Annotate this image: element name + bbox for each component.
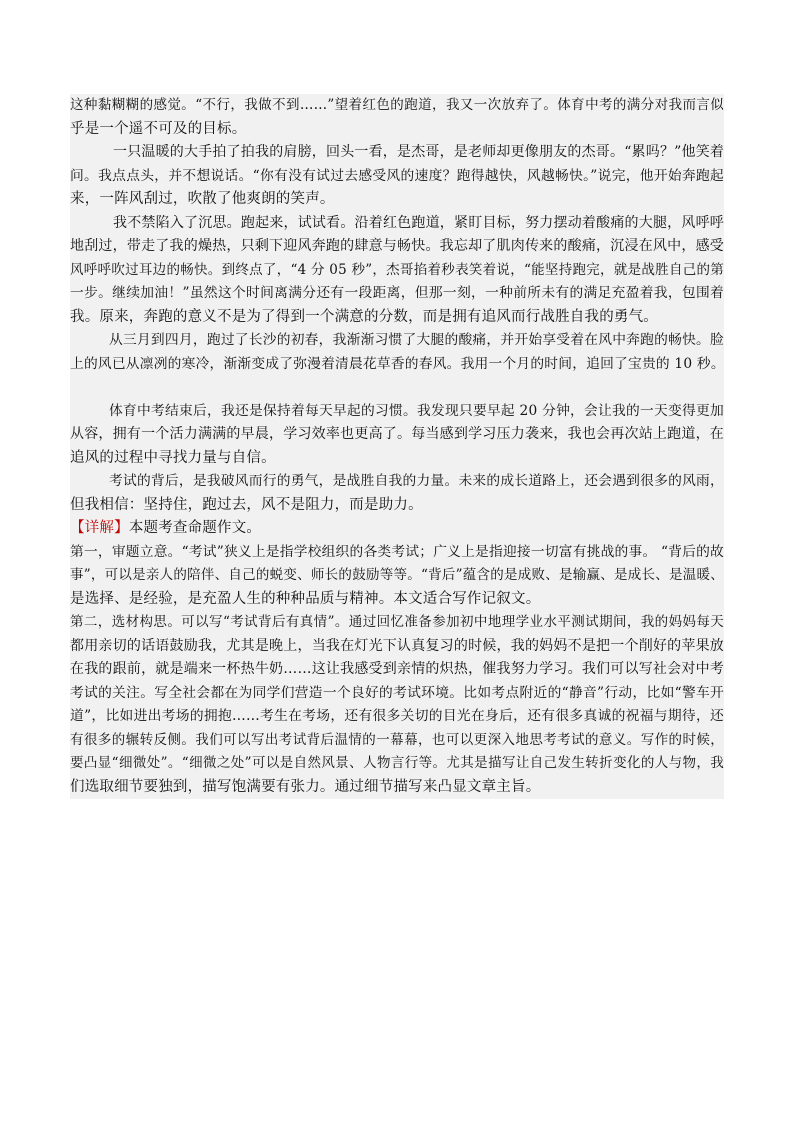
text-line: 要凸显“细微处”。“细微之处”可以是自然风景、人物言行等。尤其是描写让自己发生转折变化的人与物，我: [70, 752, 724, 776]
text-line: 一步。继续加油！”虽然这个时间离满分还有一段距离，但那一刻，一种前所未有的满足充盈着我，包围着: [70, 282, 724, 306]
text-line: 风呼呼吹过耳边的畅快。到终点了，“4 分 05 秒”，杰哥掐着秒表笑着说，“能坚持跑完，就是战胜自己的第: [70, 259, 724, 283]
text-line: 一只温暖的大手拍了拍我的肩膀，回头一看，是杰哥，是老师却更像朋友的杰哥。“累吗？”他笑着: [70, 141, 724, 165]
text-line: 考试的关注。写全社会都在为同学们营造一个良好的考试环境。比如考点附近的“静音”行动，比如“警车开: [70, 682, 724, 706]
text-line: 上的风已从凛冽的寒冷，渐渐变成了弥漫着清晨花草香的春风。我用一个月的时间，追回了宝贵的 10 秒。: [70, 353, 724, 377]
text-line: 我。原来，奔跑的意义不是为了得到一个满意的分数，而是拥有追风而行战胜自我的勇气。: [70, 306, 724, 330]
text-line: 事”，可以是亲人的陪伴、自己的蜕变、师长的鼓励等等。“背后”蕴含的是成败、是输赢、是成长、是温暖、: [70, 564, 724, 588]
analysis-section-2: [70, 611, 724, 799]
text-line: 追风的过程中寻找力量与自信。: [70, 447, 724, 471]
text-line: 们选取细节要独到，描写饱满要有张力。通过细节描写来凸显文章主旨。: [70, 776, 724, 800]
essay-paragraph-4: [70, 329, 724, 376]
text-line: 从容，拥有一个活力满满的早晨，学习效率也更高了。每当感到学习压力袭来，我也会再次站上跑道，在: [70, 423, 724, 447]
essay-paragraph-3: [70, 212, 724, 330]
text-line: 乎是一个遥不可及的目标。: [70, 118, 724, 142]
analysis-heading: [70, 517, 724, 541]
text-line: 来，一阵风刮过，吹散了他爽朗的笑声。: [70, 188, 724, 212]
text-line: 第一，审题立意。“考试”狭义上是指学校组织的各类考试；广义上是指迎接一切富有挑战的事。 “背后的故: [70, 541, 724, 565]
text-line: 但我相信：坚持住，跑过去，风不是阻力，而是助力。: [70, 494, 724, 518]
essay-paragraph-5: [70, 400, 724, 471]
text-line: 道”，比如进出考场的拥抱……考生在考场，还有很多关切的目光在身后，还有很多真诚的祝福与期待，还: [70, 705, 724, 729]
text-line: 是选择、是经验，是充盈人生的种种品质与精神。本文适合写作记叙文。: [70, 588, 724, 612]
text-line: 有很多的辗转反侧。我们可以写出考试背后温情的一幕幕，也可以更深入地思考考试的意义。写作的时候，: [70, 729, 724, 753]
analysis-section-1: [70, 541, 724, 612]
document-body: [70, 94, 724, 799]
essay-paragraph-1: [70, 94, 724, 141]
blank-line: [70, 376, 724, 400]
text-line: 都用亲切的话语鼓励我，尤其是晚上，当我在灯光下认真复习的时候，我的妈妈不是把一个削好的苹果放: [70, 635, 724, 659]
text-line: 考试的背后，是我破风而行的勇气，是战胜自我的力量。未来的成长道路上，还会遇到很多的风雨，: [70, 470, 724, 494]
text-line: 第二，选材构思。可以写“考试背后有真情”。通过回忆准备参加初中地理学业水平测试期间，我的妈妈每天: [70, 611, 724, 635]
analysis-label: 【详解】: [70, 520, 129, 536]
text-line: 我不禁陷入了沉思。跑起来，试试看。沿着红色跑道，紧盯目标，努力摆动着酸痛的大腿，风呼呼: [70, 212, 724, 236]
analysis-intro: 本题考查命题作文。: [128, 520, 262, 536]
text-line: 这种黏糊糊的感觉。“不行，我做不到……”望着红色的跑道，我又一次放弃了。体育中考的满分对我而言似: [70, 94, 724, 118]
text-line: 在我的跟前，就是端来一杯热牛奶……这让我感受到亲情的炽热，催我努力学习。我们可以写社会对中考: [70, 658, 724, 682]
essay-paragraph-6: [70, 470, 724, 517]
text-line: 问。我点点头，并不想说话。“你有没有试过去感受风的速度？跑得越快，风越畅快。”说完，他开始奔跑起: [70, 165, 724, 189]
text-line: 地刮过，带走了我的燥热，只剩下迎风奔跑的肆意与畅快。我忘却了肌肉传来的酸痛，沉浸在风中，感受: [70, 235, 724, 259]
essay-paragraph-2: [70, 141, 724, 212]
text-line: 从三月到四月，跑过了长沙的初春，我渐渐习惯了大腿的酸痛，并开始享受着在风中奔跑的畅快。脸: [70, 329, 724, 353]
text-line: 体育中考结束后，我还是保持着每天早起的习惯。我发现只要早起 20 分钟，会让我的一天变得更加: [70, 400, 724, 424]
